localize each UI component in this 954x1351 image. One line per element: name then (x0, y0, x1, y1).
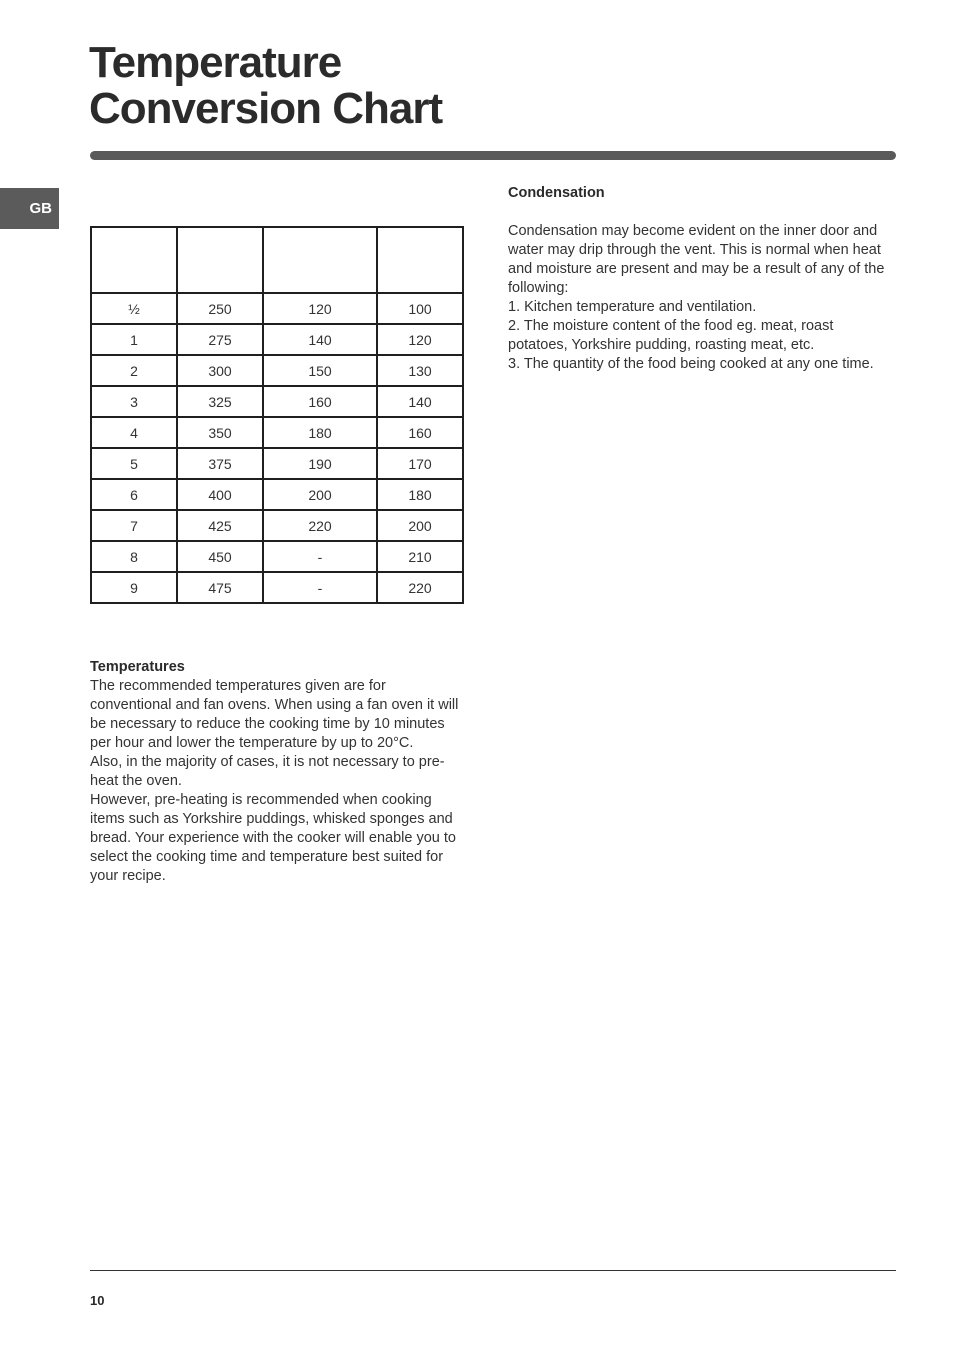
table-cell: 2 (91, 355, 177, 386)
table-cell: 140 (377, 386, 463, 417)
temperatures-paragraph: The recommended temperatures given are for conventional and fan ovens. When using a fan oven it will be necessary to reduce the cooking time by 10 minutes per hour and lower the temperature by up to 20°C. (90, 678, 459, 751)
table-cell: 220 (377, 572, 463, 603)
table-cell: 250 (177, 293, 263, 324)
condensation-heading: Condensation (508, 185, 605, 201)
table-row (91, 541, 463, 572)
table-row (91, 572, 463, 603)
condensation-section (508, 184, 888, 374)
table-cell: 160 (377, 417, 463, 448)
table-row (91, 417, 463, 448)
table-cell: 7 (91, 510, 177, 541)
table-cell: 300 (177, 355, 263, 386)
table-cell: - (263, 572, 377, 603)
title-divider (90, 151, 896, 160)
table-header-cell (91, 227, 177, 293)
language-tab: GB (0, 188, 59, 229)
condensation-item: 1. Kitchen temperature and ventilation. (508, 299, 757, 315)
table-header-cell (263, 227, 377, 293)
table-cell: 450 (177, 541, 263, 572)
table-header-row (91, 227, 463, 293)
table-cell: 350 (177, 417, 263, 448)
table-row (91, 510, 463, 541)
table-row (91, 293, 463, 324)
table-row (91, 324, 463, 355)
table-cell: 275 (177, 324, 263, 355)
table-cell: - (263, 541, 377, 572)
table-cell: 200 (377, 510, 463, 541)
page-title (89, 40, 442, 132)
table-row (91, 386, 463, 417)
table-cell: 220 (263, 510, 377, 541)
table-cell: 200 (263, 479, 377, 510)
table-cell: 4 (91, 417, 177, 448)
temperatures-section (90, 658, 466, 886)
table-row (91, 355, 463, 386)
table-cell: 6 (91, 479, 177, 510)
table-cell: 150 (263, 355, 377, 386)
temperature-conversion-table (90, 226, 464, 604)
table-header-cell (177, 227, 263, 293)
table-cell: ½ (91, 293, 177, 324)
table-cell: 3 (91, 386, 177, 417)
table-cell: 140 (263, 324, 377, 355)
table-cell: 375 (177, 448, 263, 479)
table-cell: 475 (177, 572, 263, 603)
temperatures-heading: Temperatures (90, 659, 185, 675)
temperatures-paragraph: However, pre-heating is recommended when cooking items such as Yorkshire puddings, whisked sponges and bread. Your experience with the cooker will enable you to select the cooking time and temperature best suited for your recipe. (90, 792, 456, 884)
table-cell: 400 (177, 479, 263, 510)
table-cell: 170 (377, 448, 463, 479)
table-header-cell (377, 227, 463, 293)
table-cell: 100 (377, 293, 463, 324)
table-cell: 1 (91, 324, 177, 355)
table-cell: 9 (91, 572, 177, 603)
table-cell: 180 (377, 479, 463, 510)
page-title-line-1: Temperature (89, 38, 342, 87)
table-cell: 180 (263, 417, 377, 448)
table-cell: 120 (377, 324, 463, 355)
table-cell: 8 (91, 541, 177, 572)
footer-divider (90, 1270, 896, 1271)
condensation-intro: Condensation may become evident on the inner door and water may drip through the vent. This is normal when heat and moisture are present and may be a result of any of the following: (508, 223, 885, 296)
table-cell: 425 (177, 510, 263, 541)
table-row (91, 448, 463, 479)
table-cell: 160 (263, 386, 377, 417)
table-cell: 120 (263, 293, 377, 324)
page-title-line-2: Conversion Chart (89, 84, 443, 133)
table-cell: 325 (177, 386, 263, 417)
table-cell: 190 (263, 448, 377, 479)
table-cell: 130 (377, 355, 463, 386)
condensation-item: 2. The moisture content of the food eg. meat, roast potatoes, Yorkshire pudding, roasting meat, etc. (508, 318, 834, 353)
page-number: 10 (90, 1293, 105, 1308)
table-cell: 210 (377, 541, 463, 572)
table-cell: 5 (91, 448, 177, 479)
temperatures-paragraph: Also, in the majority of cases, it is not necessary to pre-heat the oven. (90, 754, 445, 789)
table-row (91, 479, 463, 510)
condensation-item: 3. The quantity of the food being cooked at any one time. (508, 356, 874, 372)
